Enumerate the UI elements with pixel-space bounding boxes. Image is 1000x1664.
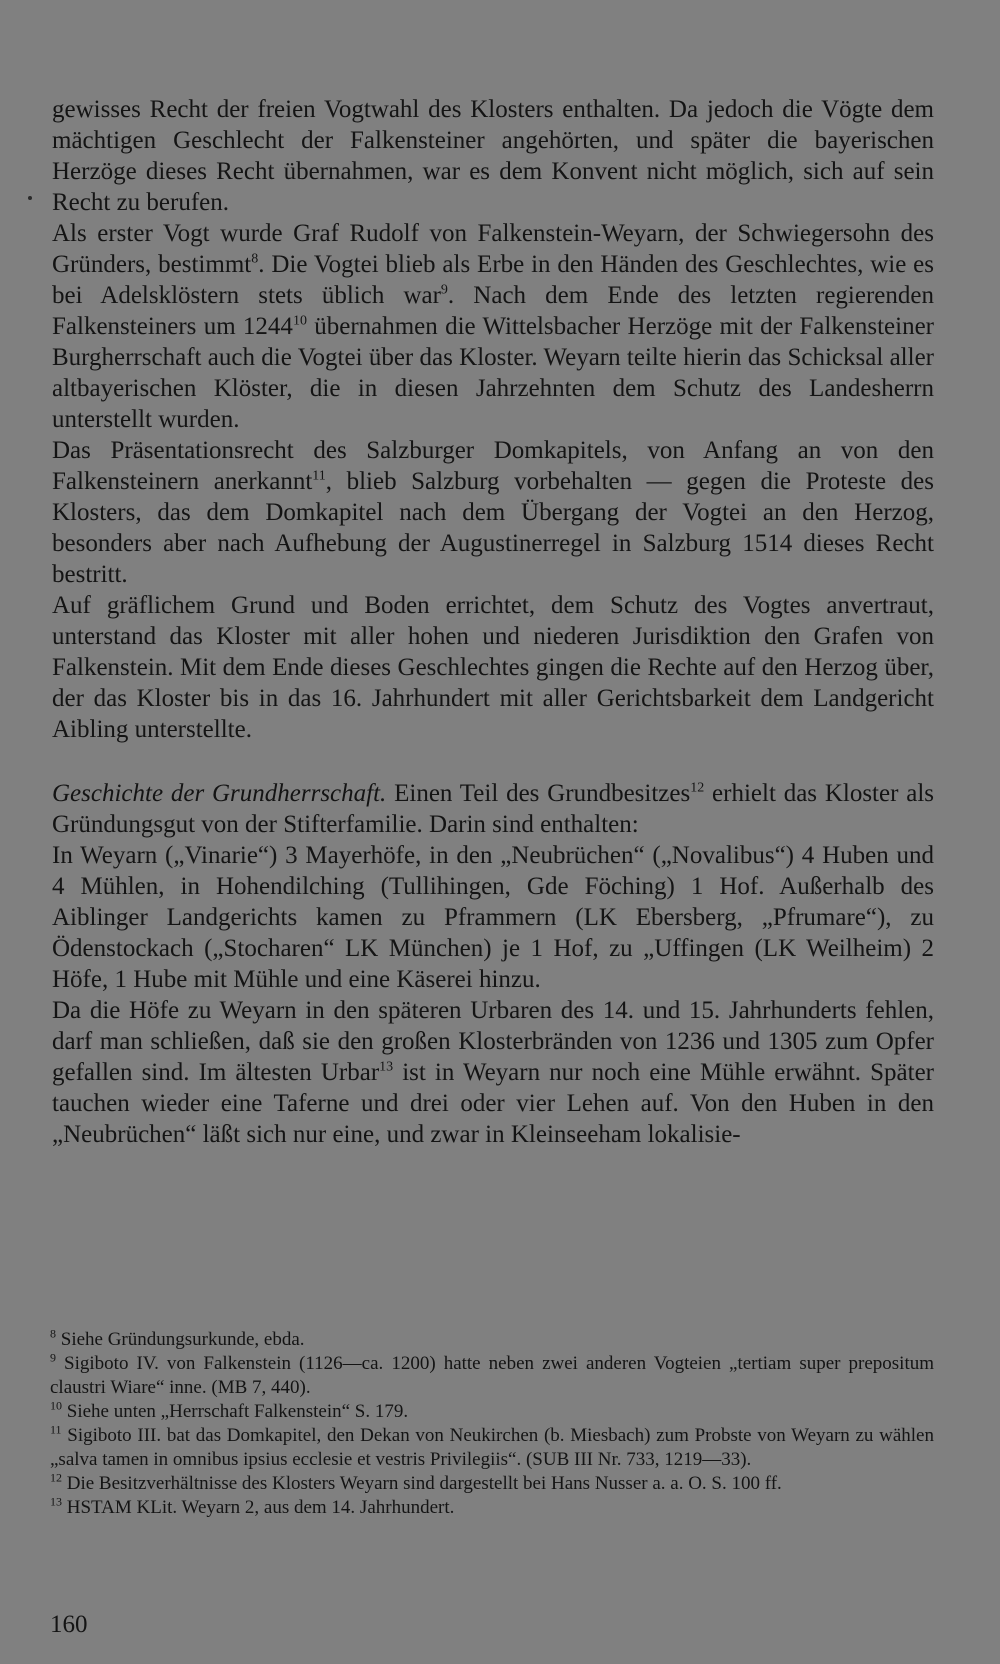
paragraph-6: In Weyarn („Vinarie“) 3 Mayerhöfe, in den „Neubrüchen“ („Novalibus“) 4 Huben und 4 Mühlen, in Hohendilching (Tullihingen, Gde Föching) 1 Hof. Außerhalb des Aiblinger Landgerichts kamen zu Pframmern (LK Ebersberg, „Pfrumare“), zu Ödenstockach („Stocharen“ LK München) je 1 Hof, zu „Uffingen (LK Weilheim) 2 Höfe, 1 Hube mit Mühle und eine Käserei hinzu.: [52, 842, 934, 993]
footnote-number: 10: [50, 1398, 62, 1413]
footnote-8: [50, 1328, 934, 1352]
footnote-9: [50, 1352, 934, 1400]
footnote-10: [50, 1400, 934, 1424]
footnote-12: [50, 1472, 934, 1496]
footnote-number: 9: [50, 1350, 56, 1365]
paragraph-1: gewisses Recht der freien Vogtwahl des Klosters enthalten. Da jedoch die Vögte dem mächtigen Geschlecht der Falkensteiner angehörten, und später die bayerischen Herzöge dieses Recht übernahmen, war es dem Konvent nicht möglich, sich auf sein Recht zu berufen.: [52, 96, 934, 216]
footnote-ref-11: 11: [312, 468, 326, 484]
paragraph-5: [52, 778, 934, 840]
footnote-ref-13: 13: [379, 1059, 394, 1075]
page-number: 160: [50, 1611, 88, 1638]
paragraph-4: Auf gräflichem Grund und Boden errichtet, dem Schutz des Vogtes anvertraut, unterstand das Kloster mit aller hohen und niederen Jurisdiktion den Grafen von Falkenstein. Mit dem Ende dieses Geschlechtes gingen die Rechte auf den Herzog über, der das Kloster bis in das 16. Jahrhundert mit aller Gerichtsbarkeit dem Landgericht Aibling unterstellte.: [52, 592, 934, 743]
paragraph-7: [52, 995, 934, 1150]
text-run: übernahmen die Wittelsbacher Herzöge mit der Falkensteiner Burgherrschaft auch die Vogtei über das Kloster. Weyarn teilte hierin das Schicksal aller altbayerischen Klöster, die in diesen Jahrzehnten dem Schutz des Landesherrn unterstellt wurden.: [52, 313, 935, 433]
footnote-number: 11: [50, 1422, 62, 1437]
footnote-text: Siehe Gründungsurkunde, ebda.: [56, 1329, 305, 1350]
footnote-text: Sigiboto III. bat das Domkapitel, den Dekan von Neukirchen (b. Miesbach) zum Probste von Weyarn zu wählen „salva tamen in omnibus ipsius ecclesie et vestris Privilegiis“. (SUB III Nr. 733, 1219—33).: [50, 1425, 934, 1470]
footnote-text: Die Besitzverhältnisse des Klosters Weyarn sind dargestellt bei Hans Nusser a. a. O. S. 100 ff.: [62, 1473, 782, 1494]
footnote-number: 13: [50, 1494, 62, 1509]
footnote-13: [50, 1496, 934, 1520]
text-run: Da die Höfe zu Weyarn in den späteren Urbaren des 14. und 15. Jahrhunderts fehlen, darf man schließen, daß sie den großen Klosterbränden von 1236 und 1305 zum Opfer gefallen sind. Im ältesten Urbar: [52, 997, 934, 1086]
margin-mark: [28, 196, 32, 200]
text-run: Als erster Vogt wurde Graf Rudolf von Falkenstein-Weyarn, der Schwiegersohn des Gründers, bestimmt: [52, 220, 934, 278]
text-run: ist in Weyarn nur noch eine Mühle erwähnt. Später tauchen wieder eine Taferne und drei oder vier Lehen auf. Von den Huben in den „Neubrüchen“ läßt sich nur eine, und zwar in Kleinseeham lokalisie-: [52, 1059, 934, 1148]
text-run: Das Präsentationsrecht des Salzburger Domkapitels, von Anfang an von den Falkensteinern anerkannt: [52, 437, 934, 495]
footnote-ref-12: 12: [690, 780, 705, 796]
paragraph-2: [52, 218, 934, 435]
paragraph-3: [52, 435, 934, 590]
section-gap: [52, 745, 934, 778]
footnote-11: [50, 1424, 934, 1472]
footnote-text: Siehe unten „Herrschaft Falkenstein“ S. 179.: [62, 1401, 409, 1422]
footnote-ref-8: 8: [251, 251, 259, 267]
footnote-text: HSTAM KLit. Weyarn 2, aus dem 14. Jahrhundert.: [62, 1497, 455, 1518]
text-run: . Die Vogtei blieb als Erbe in den Händen des Geschlechtes, wie es bei Adelsklöstern stets üblich war: [52, 251, 934, 309]
text-run: . Nach dem Ende des letzten regierenden Falkensteiners um 1244: [52, 282, 934, 340]
footnotes: [50, 1328, 934, 1520]
text-run: , blieb Salzburg vorbehalten — gegen die Proteste des Klosters, das dem Domkapitel nach dem Übergang der Vogtei an den Herzog, besonders aber nach Aufhebung der Augustinerregel in Salzburg 1514 dieses Recht bestritt.: [52, 468, 934, 588]
footnote-number: 8: [50, 1326, 56, 1341]
footnote-ref-10: 10: [292, 313, 307, 329]
main-text: [52, 94, 934, 1150]
text-run: Einen Teil des Grundbesitzes: [386, 780, 691, 807]
footnote-ref-9: 9: [440, 282, 448, 298]
footnote-number: 12: [50, 1470, 62, 1485]
section-title: Geschichte der Grundherrschaft.: [52, 780, 387, 807]
text-run: erhielt das Kloster als Gründungsgut von der Stifterfamilie. Darin sind enthalten:: [52, 780, 934, 838]
footnote-text: Sigiboto IV. von Falkenstein (1126—ca. 1200) hatte neben zwei anderen Vogteien „tertiam super prepositum claustri Wiare“ inne. (MB 7, 440).: [50, 1353, 934, 1398]
